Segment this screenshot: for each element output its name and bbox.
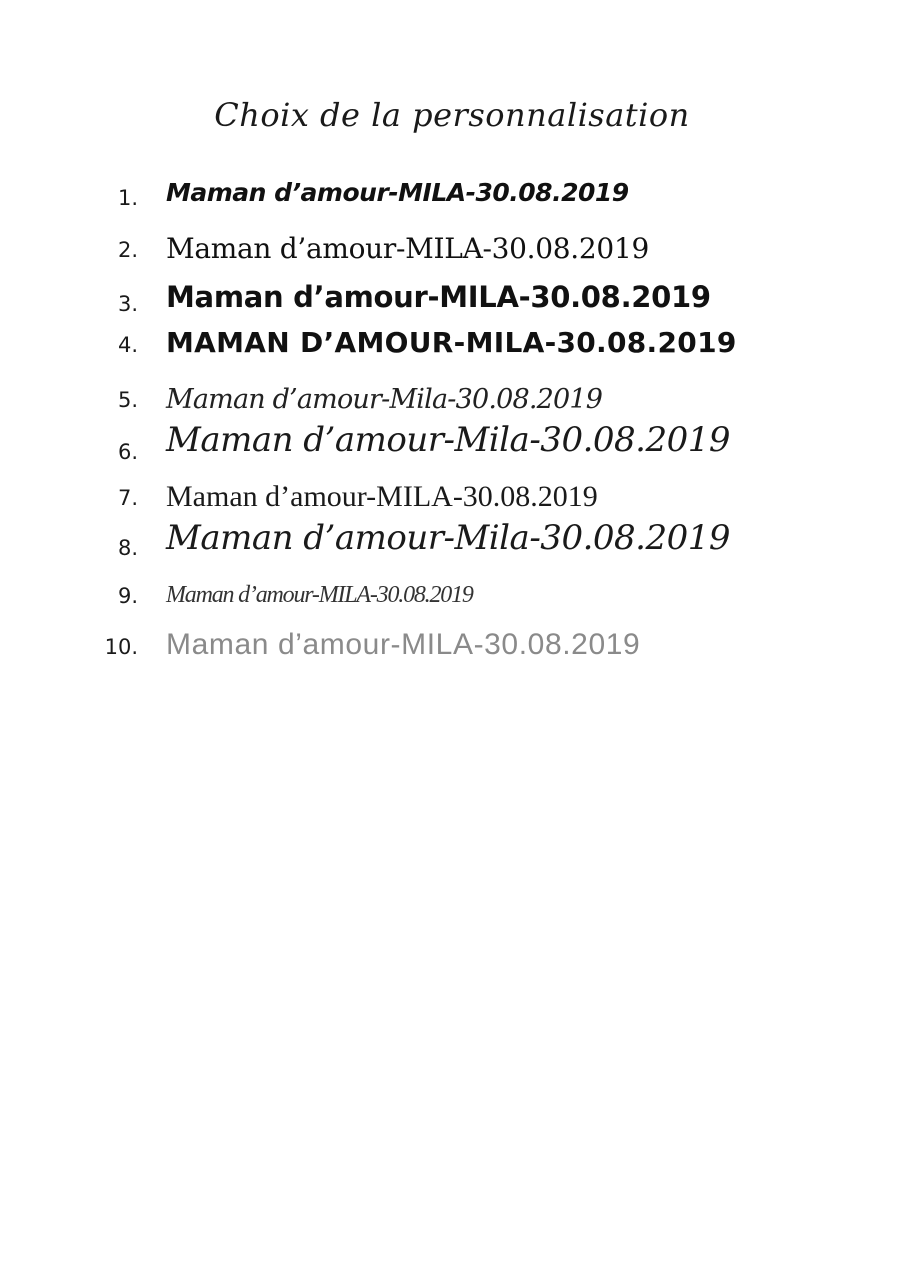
item-text: Maman d’amour-Mila-30.08.2019 <box>166 518 730 558</box>
item-number: 6. <box>117 440 138 464</box>
item-text: MAMAN D’AMOUR-MILA-30.08.2019 <box>166 326 737 359</box>
item-text: Maman d’amour-Mila-30.08.2019 <box>166 384 603 415</box>
item-number: 8. <box>117 536 138 560</box>
page-title: Choix de la personnalisation <box>214 96 690 134</box>
list-item <box>0 420 904 480</box>
item-number: 5. <box>117 388 138 412</box>
item-text: Maman d’amour-Mila-30.08.2019 <box>166 420 730 460</box>
item-text: Maman d’amour-MILA-30.08.2019 <box>166 582 473 608</box>
item-number: 4. <box>117 333 138 357</box>
item-text: Maman d’amour-MILA-30.08.2019 <box>166 628 641 661</box>
item-text: Maman d’amour-MILA-30.08.2019 <box>166 280 711 314</box>
item-number: 3. <box>117 292 138 316</box>
item-text: Maman d’amour-MILA-30.08.2019 <box>166 232 649 265</box>
item-text: Maman d’amour-MILA-30.08.2019 <box>166 178 629 207</box>
item-number: 1. <box>117 186 138 210</box>
list-item <box>0 172 904 232</box>
item-number: 9. <box>117 584 138 608</box>
list-item <box>0 326 904 386</box>
list-item <box>0 626 904 686</box>
list-item <box>0 516 904 576</box>
item-text: Maman d’amour-MILA-30.08.2019 <box>166 480 598 513</box>
item-number: 2. <box>117 238 138 262</box>
item-number: 10. <box>104 635 138 659</box>
item-number: 7. <box>117 486 138 510</box>
